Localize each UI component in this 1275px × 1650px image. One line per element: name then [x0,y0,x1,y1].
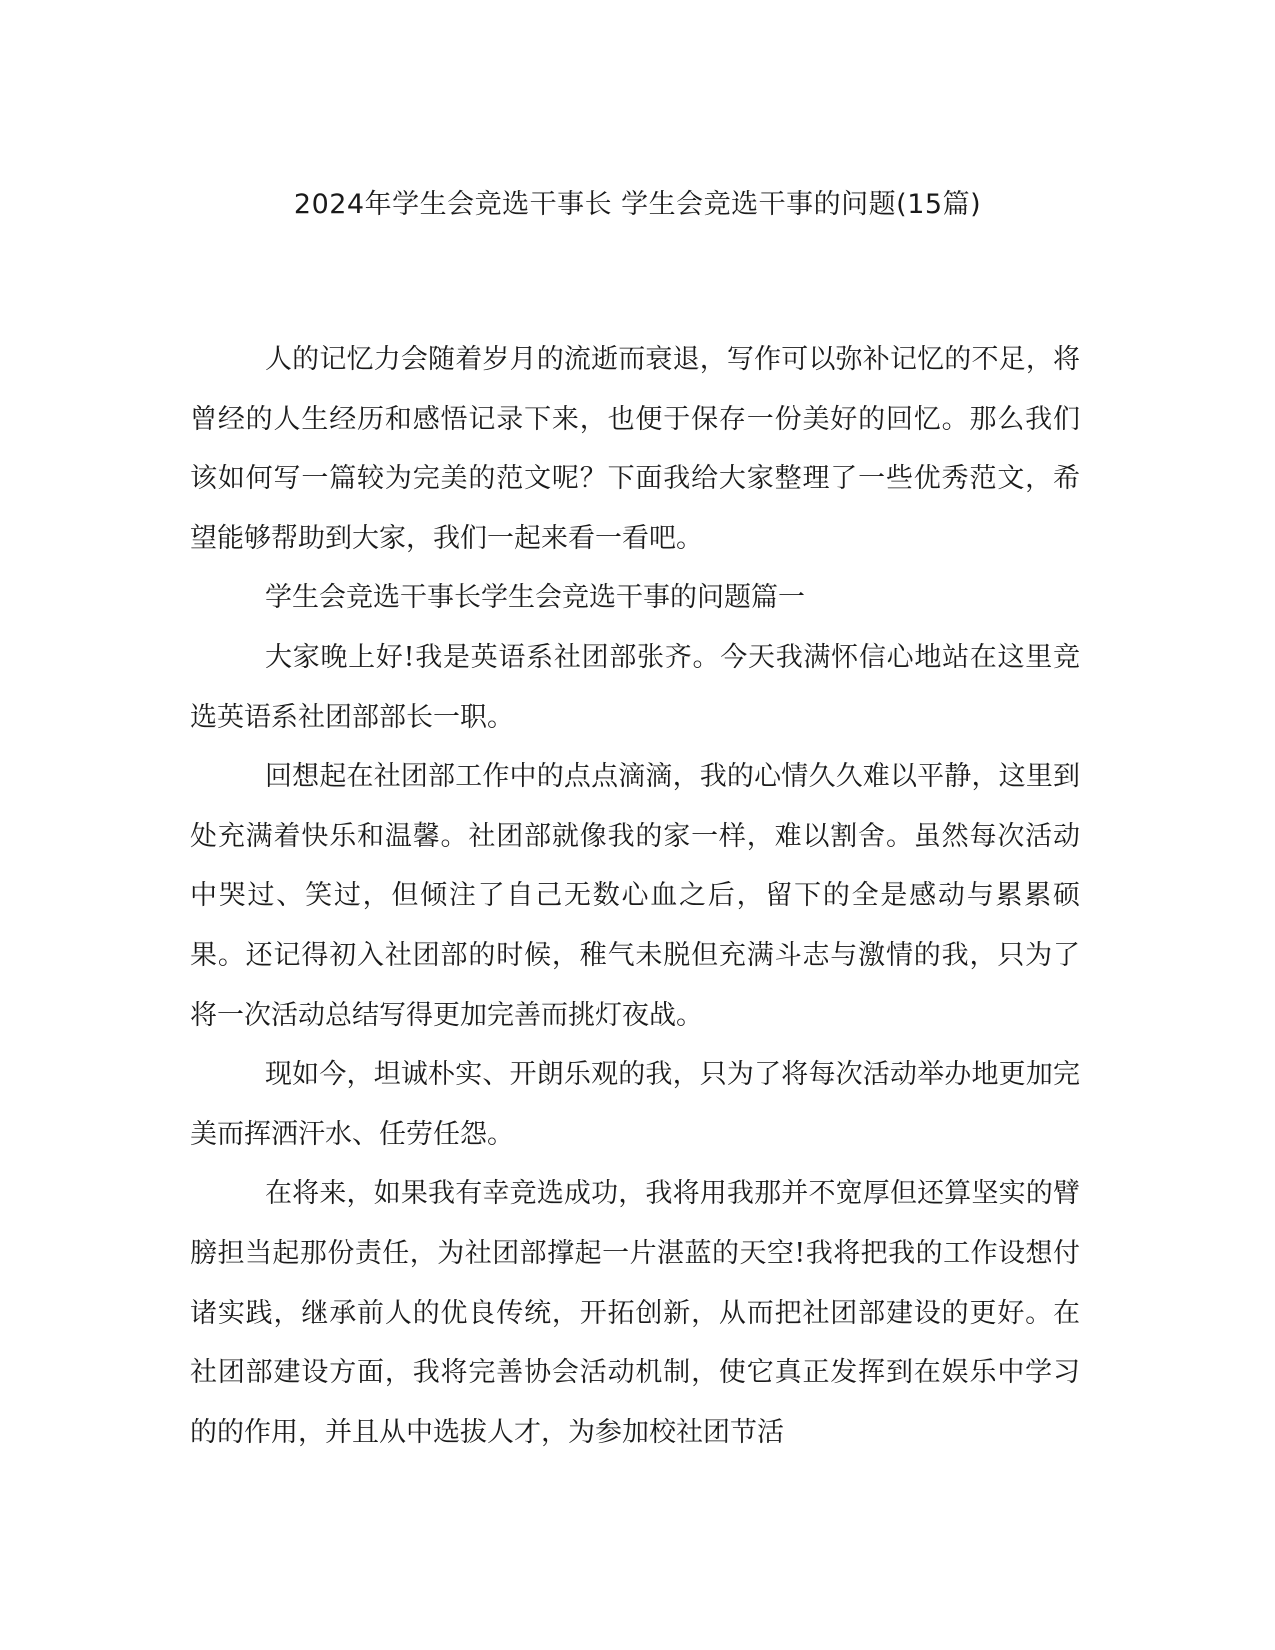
section-heading: 学生会竞选干事长学生会竞选干事的问题篇一 [265,582,805,614]
body-paragraph: 在将来，如果我有幸竞选成功，我将用我那并不宽厚但还算坚实的臂膀担当起那份责任，为社团部撑起一片湛蓝的天空!我将把我的工作设想付诸实践，继承前人的优良传统，开拓创新，从而把社团部建设的更好。在社团部建设方面，我将完善协会活动机制，使它真正发挥到在娱乐中学习的的作用，并且从中选拔人才，为参加校社团节活 [190,1178,1080,1448]
intro-paragraph: 人的记忆力会随着岁月的流逝而衰退，写作可以弥补记忆的不足，将曾经的人生经历和感悟记录下来，也便于保存一份美好的回忆。那么我们该如何写一篇较为完美的范文呢？下面我给大家整理了一些优秀范文，希望能够帮助到大家，我们一起来看一看吧。 [190,344,1080,554]
body-paragraph: 大家晚上好!我是英语系社团部张齐。今天我满怀信心地站在这里竞选英语系社团部部长一职。 [190,641,1080,733]
document-title: 2024年学生会竞选干事长 学生会竞选干事的问题(15篇) [293,189,982,220]
body-paragraph: 回想起在社团部工作中的点点滴滴，我的心情久久难以平静，这里到处充满着快乐和温馨。社团部就像我的家一样，难以割舍。虽然每次活动中哭过、笑过，但倾注了自己无数心血之后，留下的全是感动与累累硕果。还记得初入社团部的时候，稚气未脱但充满斗志与激情的我，只为了将一次活动总结写得更加完善而挑灯夜战。 [190,761,1080,1031]
body-paragraph: 现如今，坦诚朴实、开朗乐观的我，只为了将每次活动举办地更加完美而挥洒汗水、任劳任怨。 [190,1059,1080,1150]
document-body [190,330,1080,1462]
